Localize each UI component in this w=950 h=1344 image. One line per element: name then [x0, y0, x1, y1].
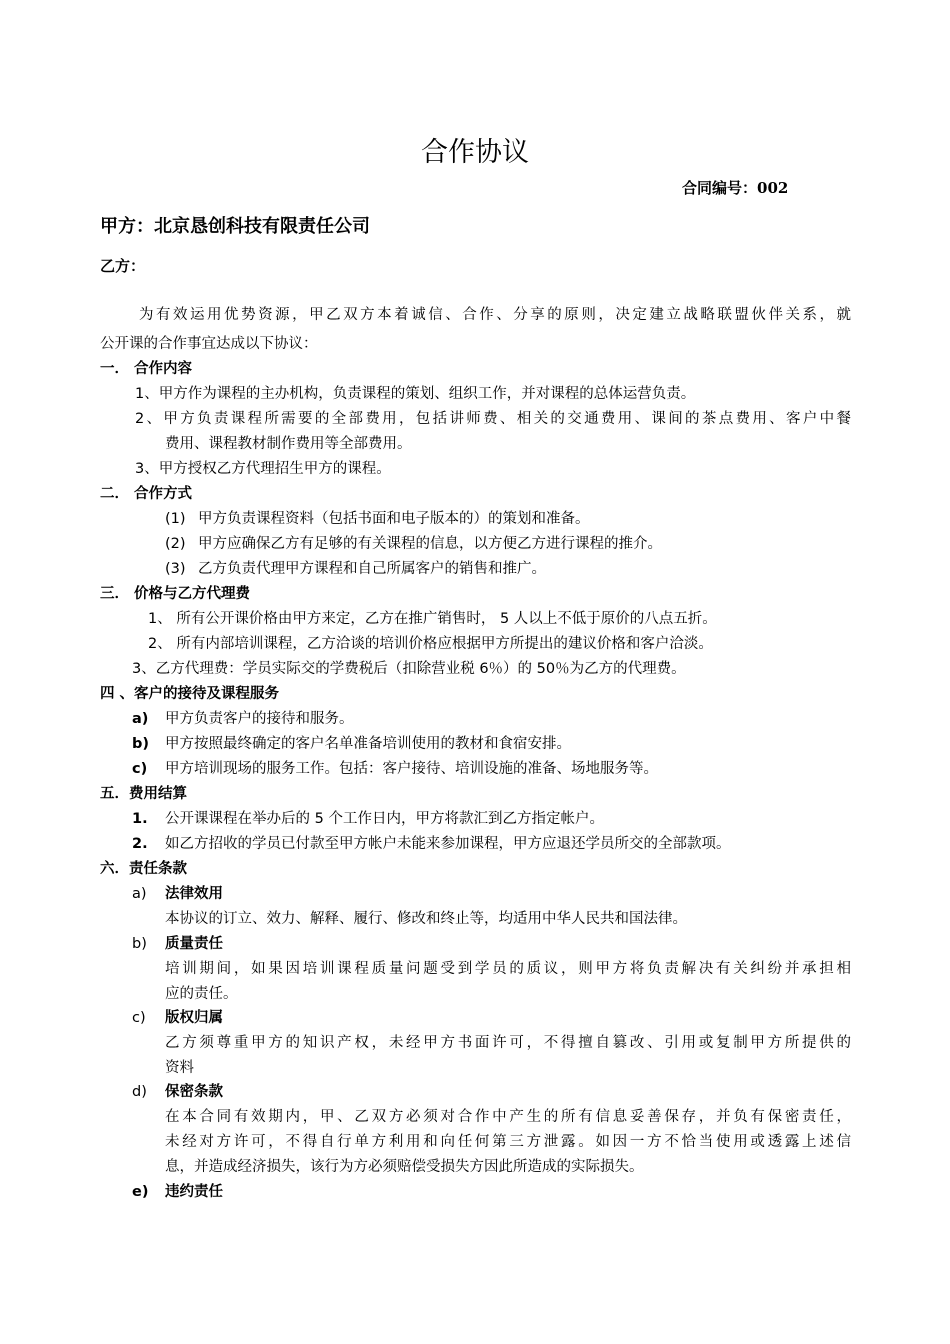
clause-item-continued: 费用、课程教材制作费用等全部费用。	[165, 436, 412, 452]
contract-number: 合同编号：002	[682, 179, 789, 197]
subclause-text: 息，并造成经济损失，该行为方必须赔偿受损失方因此所造成的实际损失。	[165, 1159, 644, 1175]
subclause-text: 培训期间，如果因培训课程质量问题受到学员的质议，则甲方将负责解决有关纠纷并承担相	[165, 961, 851, 977]
clause-item	[165, 534, 662, 554]
clause-item: 1、 所有公开课价格由甲方来定，乙方在推广销售时， 5 人以上不低于原价的八点五折。	[148, 611, 717, 627]
subclause-text: 资料	[165, 1060, 194, 1076]
item-number: 2.	[132, 836, 148, 852]
party-b: 乙方：	[100, 257, 146, 275]
item-number: e)	[132, 1184, 149, 1200]
item-number: c)	[132, 1010, 146, 1026]
item-text: 如乙方招收的学员已付款至甲方帐户未能来参加课程，甲方应退还学员所交的全部款项。	[165, 836, 731, 852]
clause-item	[165, 509, 590, 529]
item-text: 甲方应确保乙方有足够的有关课程的信息，以方便乙方进行课程的推介。	[198, 536, 662, 552]
item-number: a)	[132, 886, 147, 902]
clause-item	[132, 834, 731, 854]
section-heading-4: 四 、客户的接待及课程服务	[100, 686, 280, 702]
section-heading-5: 五．费用结算	[100, 786, 187, 802]
subclause-heading	[132, 1082, 223, 1102]
subclause-heading	[132, 1182, 223, 1202]
clause-item	[132, 809, 604, 829]
item-number: 1.	[132, 811, 148, 827]
subclause-title: 版权归属	[165, 1010, 223, 1026]
subclause-title: 违约责任	[165, 1184, 223, 1200]
clause-item: 3、甲方授权乙方代理招生甲方的课程。	[135, 461, 391, 477]
section-heading-6: 六．责任条款	[100, 861, 187, 877]
item-text: 甲方负责课程资料（包括书面和电子版本的）的策划和准备。	[198, 511, 590, 527]
item-number: c)	[132, 761, 148, 777]
subclause-text: 未经对方许可，不得自行单方利用和向任何第三方泄露。如因一方不恰当使用或透露上述信	[165, 1134, 851, 1150]
item-number: b)	[132, 936, 147, 952]
party-a: 甲方：北京恳创科技有限责任公司	[100, 216, 370, 237]
item-text: 甲方负责客户的接待和服务。	[165, 711, 354, 727]
subclause-text: 本协议的订立、效力、解释、履行、修改和终止等，均适用中华人民共和国法律。	[165, 911, 687, 927]
item-number: a)	[132, 711, 149, 727]
intro-line: 为有效运用优势资源，甲乙双方本着诚信、合作、分享的原则，决定建立战略联盟伙伴关系，就	[139, 307, 851, 323]
subclause-title: 保密条款	[165, 1084, 223, 1100]
intro-line: 公开课的合作事宜达成以下协议：	[100, 336, 318, 352]
item-number: (1)	[165, 511, 186, 527]
clause-item	[132, 734, 571, 754]
subclause-title: 法律效用	[165, 886, 223, 902]
document-title: 合作协议	[421, 137, 529, 168]
clause-item: 2、 所有内部培训课程，乙方洽谈的培训价格应根据甲方所提出的建议价格和客户洽淡。	[148, 636, 713, 652]
item-text: 甲方培训现场的服务工作。包括：客户接待、培训设施的准备、场地服务等。	[165, 761, 658, 777]
item-text: 甲方按照最终确定的客户名单准备培训使用的教材和食宿安排。	[165, 736, 571, 752]
clause-item	[132, 759, 658, 779]
section-heading-1: 一． 合作内容	[100, 361, 193, 377]
item-text: 乙方负责代理甲方课程和自己所属客户的销售和推广。	[198, 561, 546, 577]
item-text: 公开课课程在举办后的 5 个工作日内，甲方将款汇到乙方指定帐户。	[165, 811, 604, 827]
subclause-heading	[132, 1008, 223, 1028]
item-number: (3)	[165, 561, 186, 577]
subclause-title: 质量责任	[165, 936, 223, 952]
subclause-heading	[132, 934, 223, 954]
item-number: b)	[132, 736, 150, 752]
section-heading-3: 三． 价格与乙方代理费	[100, 586, 251, 602]
clause-item: 1、甲方作为课程的主办机构，负责课程的策划、组织工作，并对课程的总体运营负责。	[135, 386, 696, 402]
clause-item	[132, 709, 354, 729]
clause-item: 3、乙方代理费：学员实际交的学费税后（扣除营业税 6％）的 50％为乙方的代理费。	[132, 661, 686, 677]
subclause-heading	[132, 884, 223, 904]
subclause-text: 在本合同有效期内，甲、乙双方必须对合作中产生的所有信息妥善保存，并负有保密责任，	[165, 1109, 851, 1125]
subclause-text: 乙方须尊重甲方的知识产权，未经甲方书面许可，不得擅自篡改、引用或复制甲方所提供的	[165, 1035, 851, 1051]
clause-item: 2、甲方负责课程所需要的全部费用，包括讲师费、相关的交通费用、课间的茶点费用、客户中餐	[135, 411, 851, 427]
subclause-text: 应的责任。	[165, 986, 238, 1002]
item-number: d)	[132, 1084, 147, 1100]
section-heading-2: 二． 合作方式	[100, 486, 193, 502]
item-number: (2)	[165, 536, 186, 552]
clause-item	[165, 559, 546, 579]
